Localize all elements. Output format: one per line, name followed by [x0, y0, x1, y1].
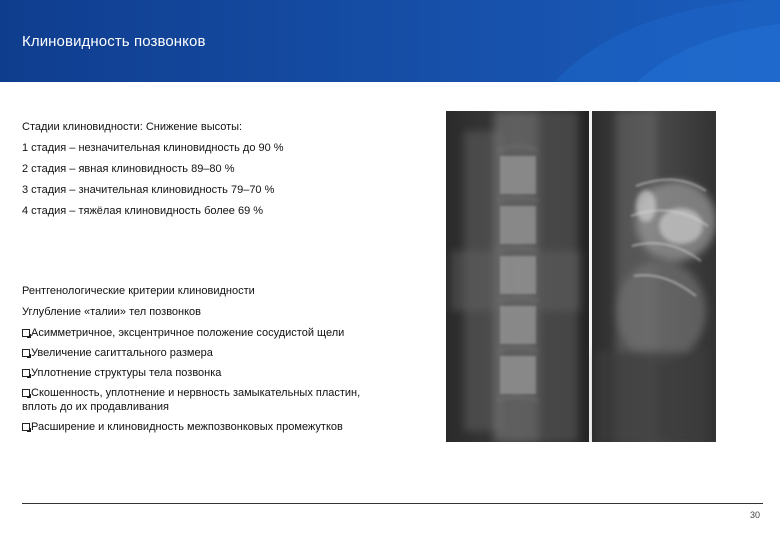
criteria-item-label: Скошенность, уплотнение и нервность замыкательных пластин,: [31, 387, 361, 399]
criteria-item-4: [22, 387, 360, 399]
criteria-item-label: Уплотнение структуры тела позвонка: [31, 367, 222, 379]
checkbox-bullet-icon: [22, 329, 30, 337]
stage-item-1: 1 стадия – незначительная клиновидность до 90 %: [22, 142, 284, 154]
checkbox-bullet-icon: [22, 423, 30, 431]
criteria-intro: Углубление «талии» тел позвонков: [22, 306, 202, 318]
criteria-item-5: [22, 421, 343, 433]
footer-divider: [22, 503, 763, 504]
criteria-item-1: [22, 327, 344, 339]
slide-header: [0, 0, 780, 82]
stage-item-2: 2 стадия – явная клиновидность 89–80 %: [22, 163, 235, 175]
header-decoration: [500, 0, 780, 82]
criteria-item-label: Асимметричное, эксцентричное положение сосудистой щели: [31, 327, 345, 339]
page-number: 30: [749, 510, 760, 520]
stage-item-3: 3 стадия – значительная клиновидность 79–70 %: [22, 184, 275, 196]
page-title: Клиновидность позвонков: [22, 33, 206, 50]
xray-image: [446, 111, 716, 442]
criteria-item-label: Увеличение сагиттального размера: [31, 347, 213, 359]
checkbox-bullet-icon: [22, 369, 30, 377]
checkbox-bullet-icon: [22, 389, 30, 397]
criteria-item-3: [22, 367, 221, 379]
stage-item-4: 4 стадия – тяжёлая клиновидность более 69 %: [22, 205, 264, 217]
criteria-item-4-continuation: вплоть до их продавливания: [22, 401, 169, 413]
stages-heading: Стадии клиновидности: Снижение высоты:: [22, 121, 243, 133]
criteria-heading: Рентгенологические критерии клиновидности: [22, 285, 255, 297]
checkbox-bullet-icon: [22, 349, 30, 357]
criteria-item-label: Расширение и клиновидность межпозвонковых промежутков: [31, 421, 343, 433]
criteria-item-2: [22, 347, 213, 359]
